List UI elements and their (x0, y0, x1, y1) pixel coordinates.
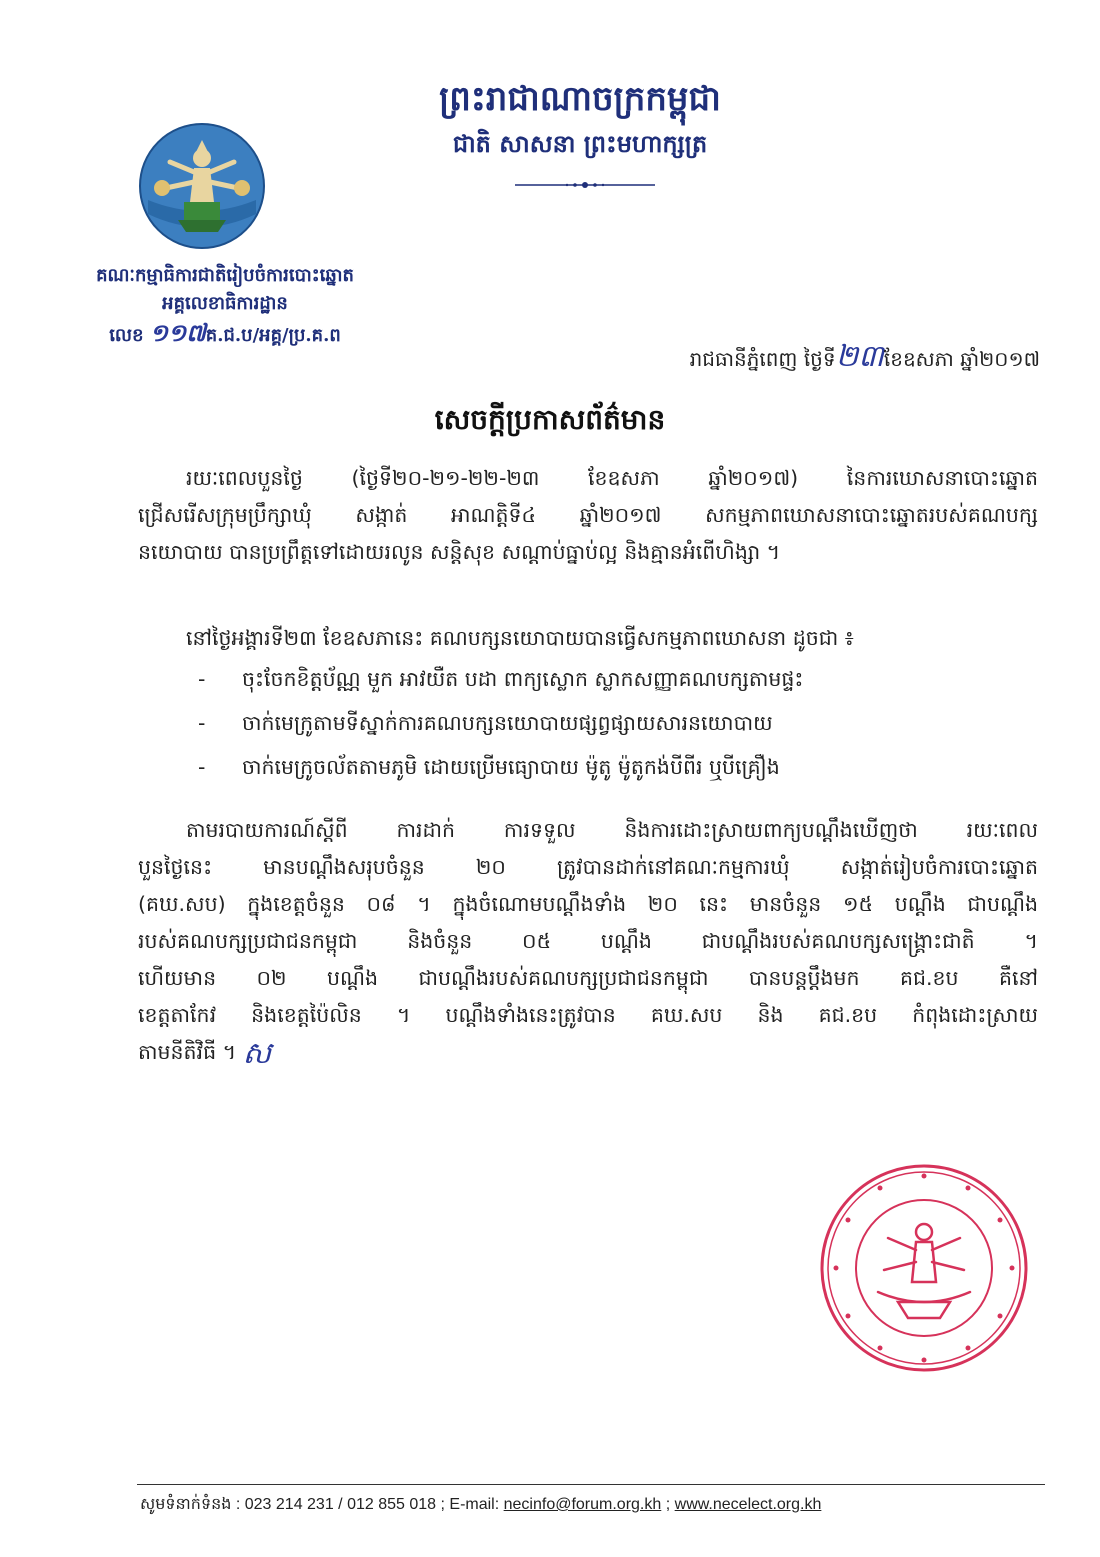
email-label: E-mail: (449, 1496, 500, 1513)
paragraph-line: បួនថ្ងៃនេះ មានបណ្តឹងសរុបចំនួន ២០ ត្រូវបានដាក់នៅគណៈកម្មការឃុំ សង្កាត់រៀបចំការបោះឆ្នោត (138, 855, 1038, 879)
reference-prefix: លេខ (109, 325, 144, 346)
nec-emblem-logo (138, 122, 266, 250)
contact-label: សូមទំនាក់ទំនង : (140, 1496, 241, 1513)
list-item (138, 701, 1038, 745)
bullet-text: ចុះចែកខិត្តប័ណ្ណ មួក អាវយឺត បដា ពាក្យស្លោក ស្លាកសញ្ញាគណបក្សតាមផ្ទះ (242, 667, 804, 691)
paragraph-3 (138, 812, 1038, 1072)
reference-number (55, 318, 395, 351)
department-name: អគ្គលេខាធិការដ្ឋាន (162, 293, 288, 314)
paragraph-line: របស់គណបក្សប្រជាជនកម្ពុជា និងចំនួន ០៥ បណ្តឹង ជាបណ្តឹងរបស់គណបក្សសង្គ្រោះជាតិ ។ (138, 929, 1038, 953)
reference-suffix: គ.ជ.ប/អគ្គ/ប្រ.គ.ព (205, 325, 341, 346)
paragraph-line: រយៈពេលបួនថ្ងៃ (ថ្ងៃទី២០-២១-២២-២៣ ខែឧសភា ឆ្នាំ២០១៧) នៃការឃោសនាបោះឆ្នោត (186, 466, 1038, 490)
footer-contact (140, 1494, 1045, 1516)
activities-intro: នៅថ្ងៃអង្គារទី២៣ ខែឧសភានេះ គណបក្សនយោបាយបានធ្វើសកម្មភាពឃោសនា ដូចជា ៖ (186, 626, 854, 650)
organization-name: គណៈកម្មាធិការជាតិរៀបចំការបោះឆ្នោត (96, 265, 354, 286)
footer-separator: ; (665, 1496, 671, 1513)
handwritten-initials: ស (242, 1036, 272, 1071)
website-link[interactable]: www.necelect.org.kh (674, 1496, 822, 1513)
paragraph-2 (138, 620, 1038, 789)
phone-numbers: 023 214 231 / 012 855 018 ; (244, 1496, 445, 1513)
date-suffix: ខែឧសភា ឆ្នាំ២០១៧ (883, 347, 1040, 371)
paragraph-line: នយោបាយ បានប្រព្រឹត្តទៅដោយរលូន សន្តិសុខ សណ្តាប់ធ្នាប់ល្អ និងគ្មានអំពើហិង្សា ។ (138, 540, 781, 564)
document-title: សេចក្តីប្រកាសព័ត៌មាន (434, 403, 666, 436)
paragraph-1 (138, 460, 1038, 571)
bullet-text: ចាក់មេក្រូចល័តតាមភូមិ ដោយប្រើមធ្យោបាយ ម៉ូតូ ម៉ូតូកង់បីពីរ ឬបីគ្រឿង (242, 755, 780, 779)
paragraph-last-line (138, 1034, 1038, 1072)
paragraph-line: តាមរបាយការណ៍ស្តីពី ការដាក់ ការទទួល និងការដោះស្រាយពាក្យបណ្តឹងឃើញថា រយៈពេល (186, 818, 1038, 842)
issuing-organization (55, 262, 395, 351)
kingdom-heading: ព្រះរាជាណាចក្រកម្ពុជា (439, 79, 721, 119)
bullet-text: ចាក់មេក្រូតាមទីស្នាក់ការគណបក្សនយោបាយផ្សព្វផ្សាយសារនយោបាយ (242, 711, 773, 735)
list-item (138, 657, 1038, 701)
paragraph-line: ជ្រើសរើសក្រុមប្រឹក្សាឃុំ សង្កាត់ អាណត្តិទី៤ ឆ្នាំ២០១៧ សកម្មភាពឃោសនាបោះឆ្នោតរបស់គណបក្ស (138, 503, 1038, 527)
paragraph-line: ហើយមាន ០២ បណ្តឹង ជាបណ្តឹងរបស់គណបក្សប្រជាជនកម្ពុជា បានបន្តប្តឹងមក គជ.ខប គឺនៅ (138, 966, 1038, 990)
paragraph-line-text: តាមនីតិវិធី ។ (138, 1040, 237, 1064)
paragraph-line: ខេត្តតាកែវ និងខេត្តប៉ៃលិន ។ បណ្តឹងទាំងនេះត្រូវបាន គឃ.សប និង គជ.ខប កំពុងដោះស្រាយ (138, 1003, 1038, 1027)
email-link[interactable]: necinfo@forum.org.kh (503, 1496, 662, 1513)
ornament-divider (515, 178, 655, 192)
official-seal-stamp (818, 1162, 1030, 1374)
handwritten-day: ២៣ (835, 339, 884, 374)
list-item (138, 745, 1038, 789)
footer-divider (137, 1484, 1045, 1485)
date-line (590, 340, 1040, 376)
handwritten-reference-number: ១១៧ (149, 318, 206, 347)
national-motto: ជាតិ សាសនា ព្រះមហាក្សត្រ (452, 129, 708, 158)
paragraph-line: (គឃ.សប) ក្នុងខេត្តចំនួន ០៨ ។ ក្នុងចំណោមបណ្តឹងទាំង ២០ នេះ មានចំនួន ១៥ បណ្តឹង ជាបណ្តឹង (138, 892, 1038, 916)
date-prefix: រាជធានីភ្នំពេញ ថ្ងៃទី (689, 347, 836, 371)
